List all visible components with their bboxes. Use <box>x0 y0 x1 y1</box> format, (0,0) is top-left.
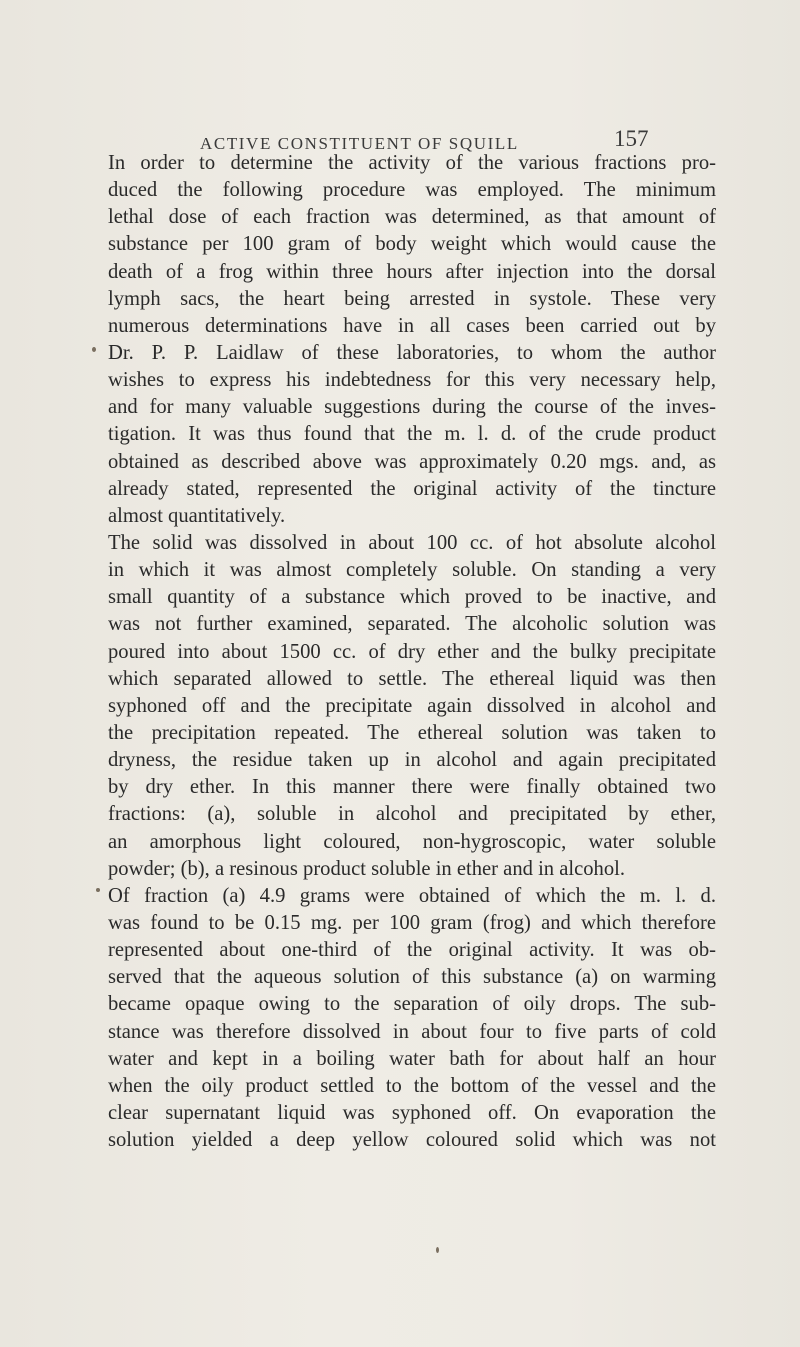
text-line: represented about one-third of the original activity. It was ob- <box>108 939 716 962</box>
text-line: tigation. It was thus found that the m. l. d. of the crude product <box>108 423 716 446</box>
text-line: Dr. P. P. Laidlaw of these laboratories, to whom the author <box>108 341 716 364</box>
text-line: In order to determine the activity of the various fractions pro- <box>108 152 716 174</box>
text-line: The solid was dissolved in about 100 cc. of hot absolute alcohol <box>108 531 716 554</box>
text-line: almost quantitatively. <box>108 504 286 527</box>
scan-speck <box>96 888 100 892</box>
text-line: small quantity of a substance which proved to be inactive, and <box>108 586 716 609</box>
text-line: lethal dose of each fraction was determined, as that amount of <box>108 206 716 229</box>
text-line: obtained as described above was approximately 0.20 mgs. and, as <box>108 450 716 473</box>
text-line: Of fraction (a) 4.9 grams were obtained of which the m. l. d. <box>108 884 716 907</box>
text-line: death of a frog within three hours after injection into the dorsal <box>108 260 716 283</box>
text-line: water and kept in a boiling water bath for about half an hour <box>108 1047 716 1070</box>
text-line: dryness, the residue taken up in alcohol and again precipitated <box>108 749 716 772</box>
text-line: fractions: (a), soluble in alcohol and precipitated by ether, <box>108 803 716 826</box>
text-line: syphoned off and the precipitate again dissolved in alcohol and <box>108 694 716 717</box>
text-line: which separated allowed to settle. The ethereal liquid was then <box>108 667 716 690</box>
text-line: was not further examined, separated. The alcoholic solution was <box>108 613 716 636</box>
text-line: an amorphous light coloured, non-hygroscopic, water soluble <box>108 830 716 853</box>
running-head: ACTIVE CONSTITUENT OF SQUILL <box>200 134 519 153</box>
body-text <box>108 150 716 1154</box>
page-number: 157 <box>614 126 649 151</box>
text-line: served that the aqueous solution of this substance (a) on warming <box>108 966 716 989</box>
text-line: wishes to express his indebtedness for this very necessary help, <box>108 369 716 392</box>
text-line: the precipitation repeated. The ethereal solution was taken to <box>108 721 716 744</box>
text-line: became opaque owing to the separation of oily drops. The sub- <box>108 993 716 1016</box>
text-line: by dry ether. In this manner there were finally obtained two <box>108 776 716 799</box>
text-line: was found to be 0.15 mg. per 100 gram (frog) and which therefore <box>108 911 716 934</box>
text-line: lymph sacs, the heart being arrested in systole. These very <box>108 287 716 310</box>
text-line: powder; (b), a resinous product soluble in ether and in alcohol. <box>108 857 625 880</box>
text-line: and for many valuable suggestions during the course of the inves- <box>108 396 716 419</box>
text-line: duced the following procedure was employed. The minimum <box>108 179 716 202</box>
text-line: stance was therefore dissolved in about four to five parts of cold <box>108 1020 716 1043</box>
text-line: already stated, represented the original activity of the tincture <box>108 477 716 500</box>
text-line: when the oily product settled to the bottom of the vessel and the <box>108 1074 716 1097</box>
text-line: clear supernatant liquid was syphoned off. On evaporation the <box>108 1101 716 1124</box>
scan-speck <box>436 1247 439 1253</box>
text-line: substance per 100 gram of body weight which would cause the <box>108 233 716 256</box>
text-line: solution yielded a deep yellow coloured solid which was not <box>108 1129 716 1152</box>
text-line: in which it was almost completely soluble. On standing a very <box>108 559 716 582</box>
text-line: poured into about 1500 cc. of dry ether and the bulky precipitate <box>108 640 716 663</box>
text-line: numerous determinations have in all cases been carried out by <box>108 314 716 337</box>
scan-speck <box>92 347 96 352</box>
